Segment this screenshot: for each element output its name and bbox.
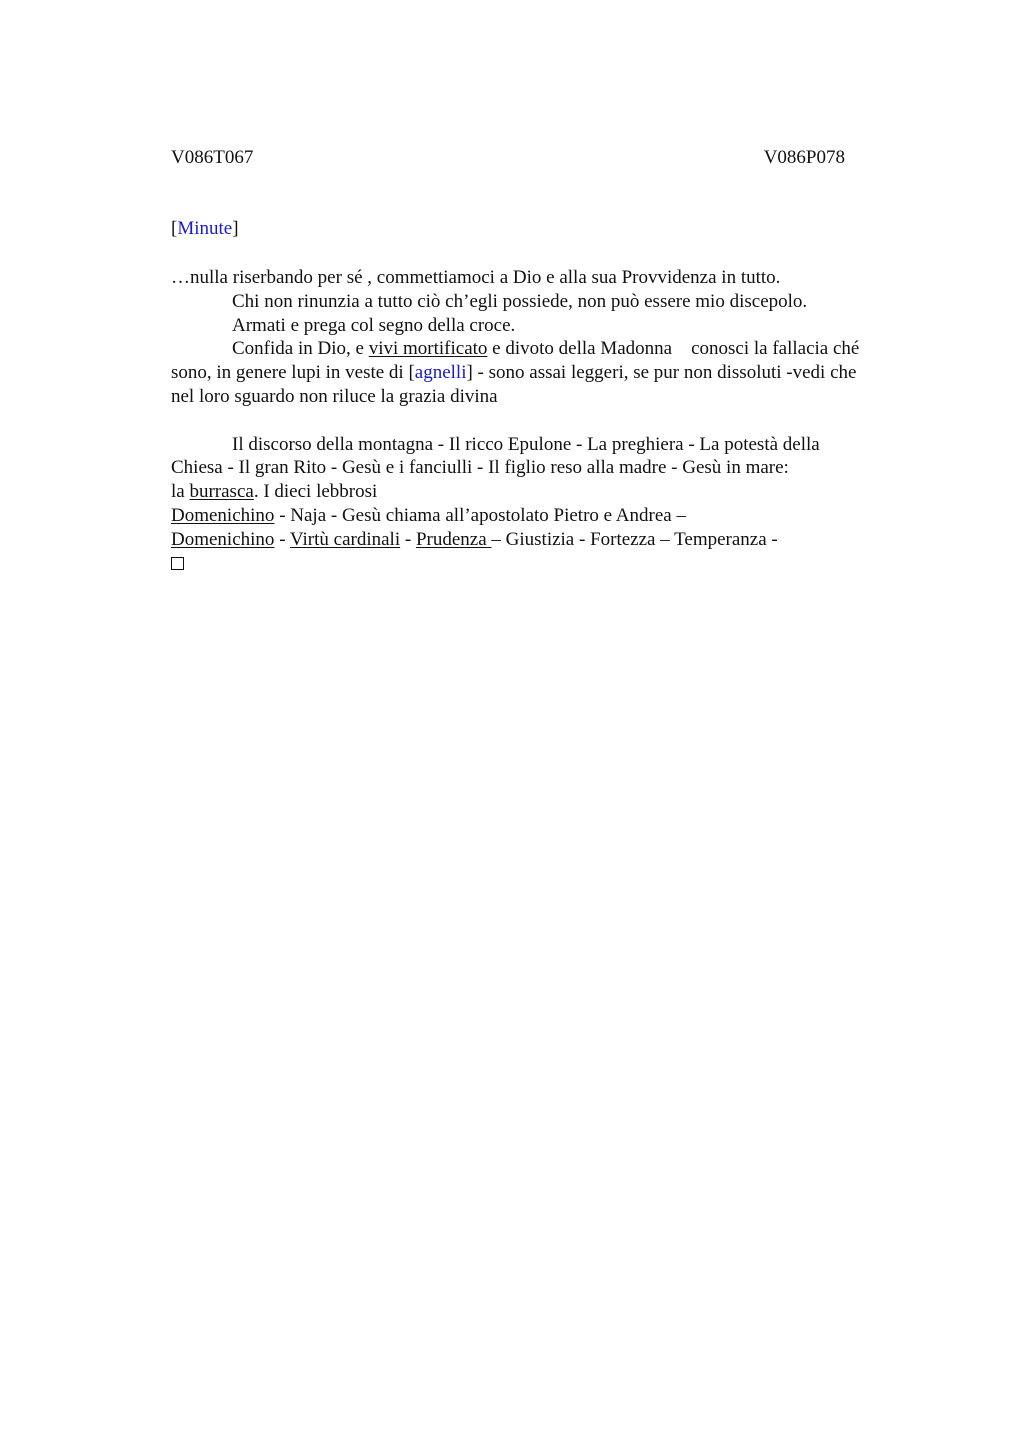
document-body xyxy=(171,266,931,576)
underlined-word-domenichino: Domenichino xyxy=(171,504,275,526)
paragraph-gap xyxy=(171,409,931,433)
paragraph2-line3-end: . I dieci lebbrosi xyxy=(253,481,378,503)
paragraph1-line3: Armati e prega col segno della croce. xyxy=(232,314,516,336)
paragraph2-line4-end: - Naja - Gesù chiama all’apostolato Pietro e Andrea – xyxy=(274,504,686,526)
underlined-word-burrasca: burrasca xyxy=(189,481,254,503)
paragraph1-line5-end: ] - sono assai leggeri, se pur non dissoluti -vedi che xyxy=(466,362,857,384)
paragraph2-line5-end: – Giustizia - Fortezza – Temperanza - xyxy=(491,528,778,550)
paragraph1-line5 xyxy=(171,361,931,385)
paragraph1-line2: Chi non rinunzia a tutto ciò ch’egli possiede, non può essere mio discepolo. xyxy=(232,290,808,312)
highlighted-word: agnelli xyxy=(414,362,467,384)
paragraph1-line4-end: e divoto della Madonna conosci la fallacia ché xyxy=(487,338,860,360)
paragraph2-line3-start: la xyxy=(171,481,190,503)
separator: - xyxy=(400,528,416,550)
document-code-right: V086P078 xyxy=(763,147,845,168)
end-marker-line xyxy=(171,552,931,577)
paragraph2-line4 xyxy=(171,504,931,528)
paragraph1-line6: nel loro sguardo non riluce la grazia divina xyxy=(171,385,498,407)
section-close-bracket: ] xyxy=(232,218,239,239)
section-label-text: Minute xyxy=(177,218,233,239)
paragraph1-line4-start: Confida in Dio, e xyxy=(232,338,369,360)
separator: - xyxy=(274,528,290,550)
paragraph2-line2: Chiesa - Il gran Rito - Gesù e i fanciulli - Il figlio reso alla madre - Gesù in mare: xyxy=(171,457,789,479)
page-header xyxy=(171,146,845,170)
document-code-left: V086T067 xyxy=(171,147,254,168)
paragraph1-line1: …nulla riserbando per sé , commettiamoci a Dio e alla sua Provvidenza in tutto. xyxy=(171,267,781,288)
paragraph1-line4 xyxy=(171,337,931,361)
section-open-bracket: [ xyxy=(171,218,178,239)
underlined-word-domenichino-2: Domenichino xyxy=(171,528,275,550)
paragraph2-line1: Il discorso della montagna - Il ricco Epulone - La preghiera - La potestà della xyxy=(232,433,820,455)
underlined-phrase: vivi mortificato xyxy=(368,338,488,360)
paragraph2-line5 xyxy=(171,528,931,552)
underlined-word-prudenza: Prudenza xyxy=(415,528,492,550)
underlined-phrase-virtu: Virtù cardinali xyxy=(289,528,401,550)
checkbox-icon xyxy=(171,557,184,570)
section-label xyxy=(171,217,239,241)
paragraph2-line3 xyxy=(171,480,931,504)
paragraph1-line5-start: sono, in genere lupi in veste di [ xyxy=(171,362,415,384)
